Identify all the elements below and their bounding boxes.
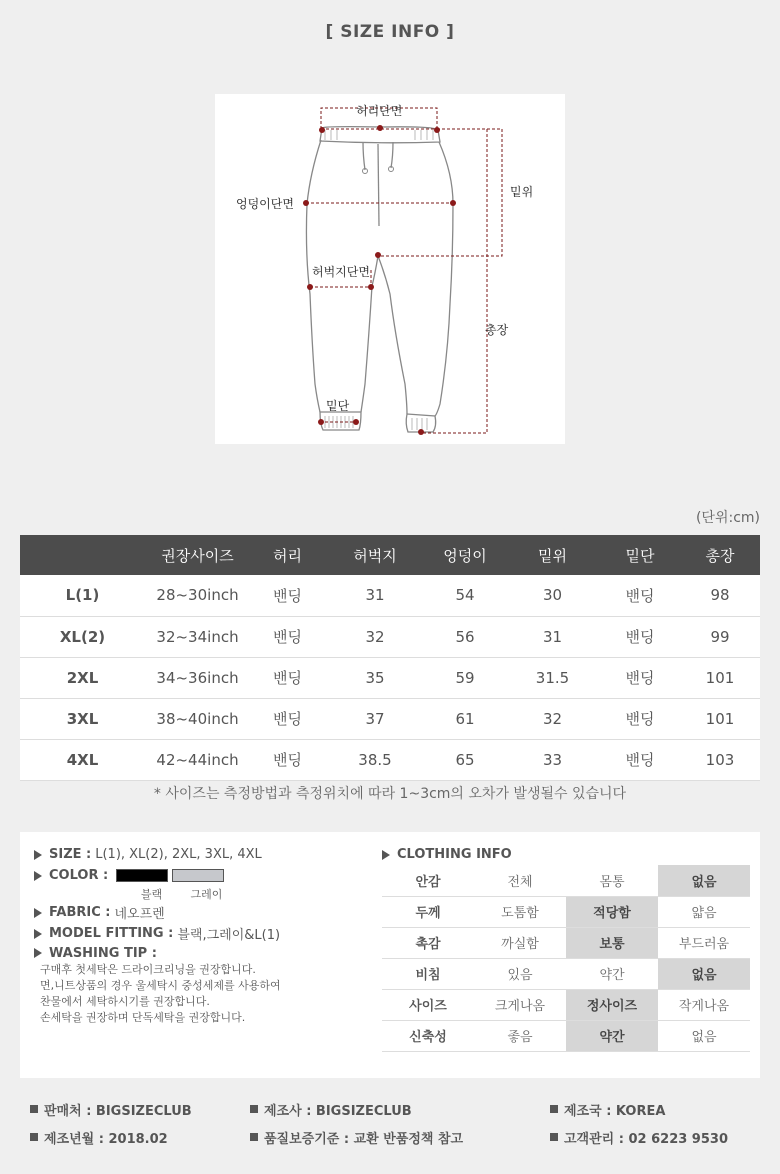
footer — [30, 1095, 760, 1151]
table-cell: 38~40inch — [145, 698, 250, 739]
clothing-info-option: 있음 — [474, 958, 566, 989]
table-cell: 밴딩 — [600, 657, 680, 698]
table-row — [20, 616, 760, 657]
clothing-info-row — [382, 989, 750, 1020]
color-row — [34, 865, 374, 886]
washing-line: 면,니트상품의 경우 울세탁시 중성세제를 사용하여 — [40, 979, 281, 992]
size-value: L(1), XL(2), 2XL, 3XL, 4XL — [95, 847, 262, 862]
clothing-info-option: 몸통 — [566, 865, 658, 896]
header-cell: 총장 — [680, 535, 760, 575]
table-row — [20, 657, 760, 698]
table-cell: 밴딩 — [250, 739, 325, 780]
table-cell: 30 — [505, 575, 600, 616]
table-cell: 밴딩 — [600, 575, 680, 616]
size-row — [34, 844, 374, 865]
table-cell: 32~34inch — [145, 616, 250, 657]
clothing-info-row — [382, 896, 750, 927]
header-cell: 밑단 — [600, 535, 680, 575]
header-cell — [20, 535, 145, 575]
color-names — [34, 886, 374, 902]
clothing-info-option: 도톰함 — [474, 896, 566, 927]
clothing-info-header — [382, 844, 750, 865]
clothing-info-option: 약간 — [566, 1020, 658, 1051]
clothing-info-table — [382, 865, 750, 1052]
maker-cell — [250, 1100, 550, 1119]
length-label: 총장 — [485, 323, 509, 337]
triangle-bullet-icon — [34, 850, 42, 860]
washing-line: 손세탁을 권장하며 단독세탁을 권장합니다. — [40, 1011, 246, 1024]
country-text: 제조국 : KOREA — [564, 1103, 666, 1119]
size-table — [20, 535, 760, 781]
clothing-info-key: 촉감 — [382, 927, 474, 958]
table-cell: 101 — [680, 698, 760, 739]
table-cell: 밴딩 — [250, 575, 325, 616]
table-cell: 101 — [680, 657, 760, 698]
table-cell: 28~30inch — [145, 575, 250, 616]
fabric-row — [34, 902, 374, 923]
clothing-info-option: 없음 — [658, 865, 750, 896]
clothing-info-option: 정사이즈 — [566, 989, 658, 1020]
clothing-info-key: 사이즈 — [382, 989, 474, 1020]
square-bullet-icon — [30, 1105, 38, 1113]
warranty-text: 품질보증기준 : 교환 반품정책 참고 — [264, 1131, 464, 1147]
thigh-label: 허벅지단면 — [312, 265, 370, 279]
service-cell — [550, 1128, 728, 1147]
clothing-info-option: 없음 — [658, 958, 750, 989]
clothing-info-row — [382, 927, 750, 958]
size-note: * 사이즈는 측정방법과 측정위치에 따라 1~3cm의 오차가 발생될수 있습니다 — [153, 786, 627, 802]
washing-row — [34, 944, 374, 962]
header-cell: 허리 — [250, 535, 325, 575]
table-cell: 65 — [425, 739, 505, 780]
table-cell: 밴딩 — [600, 739, 680, 780]
table-cell: 33 — [505, 739, 600, 780]
table-cell: 103 — [680, 739, 760, 780]
clothing-info-row — [382, 1020, 750, 1051]
model-fitting-row — [34, 923, 374, 944]
size-name-cell: 3XL — [20, 698, 145, 739]
size-name-cell: L(1) — [20, 575, 145, 616]
size-label: SIZE : — [49, 847, 92, 862]
footer-row — [30, 1095, 760, 1123]
seller-cell — [30, 1100, 250, 1119]
page-title: [ SIZE INFO ] — [325, 22, 455, 42]
header-cell: 허벅지 — [325, 535, 425, 575]
triangle-bullet-icon — [34, 929, 42, 939]
black-swatch[interactable] — [116, 869, 168, 882]
table-cell: 밴딩 — [600, 698, 680, 739]
clothing-info — [382, 844, 750, 1052]
header-cell: 밑위 — [505, 535, 600, 575]
table-row — [20, 739, 760, 780]
hip-label: 엉덩이단면 — [236, 197, 294, 211]
date-text: 제조년월 : 2018.02 — [44, 1131, 168, 1147]
clothing-info-option: 전체 — [474, 865, 566, 896]
triangle-bullet-icon — [34, 871, 42, 881]
table-cell: 59 — [425, 657, 505, 698]
clothing-info-key: 안감 — [382, 865, 474, 896]
table-header-row — [20, 535, 760, 575]
clothing-info-row — [382, 958, 750, 989]
square-bullet-icon — [30, 1133, 38, 1141]
square-bullet-icon — [550, 1133, 558, 1141]
size-name-cell: 4XL — [20, 739, 145, 780]
header-cell: 권장사이즈 — [145, 535, 250, 575]
pants-diagram — [215, 94, 565, 444]
service-text: 고객관리 : 02 6223 9530 — [564, 1131, 728, 1147]
washing-line: 찬물에서 세탁하시기를 권장합니다. — [40, 995, 210, 1008]
table-cell: 54 — [425, 575, 505, 616]
square-bullet-icon — [250, 1133, 258, 1141]
table-cell: 35 — [325, 657, 425, 698]
table-cell: 밴딩 — [600, 616, 680, 657]
header-cell: 엉덩이 — [425, 535, 505, 575]
clothing-info-title: CLOTHING INFO — [397, 847, 512, 862]
table-cell: 42~44inch — [145, 739, 250, 780]
clothing-info-option: 적당함 — [566, 896, 658, 927]
footer-row — [30, 1123, 760, 1151]
washing-label: WASHING TIP : — [49, 945, 157, 961]
table-cell: 31 — [505, 616, 600, 657]
model-fitting-value: 블랙,그레이&L(1) — [177, 928, 281, 943]
clothing-info-option: 좋음 — [474, 1020, 566, 1051]
table-cell: 31 — [325, 575, 425, 616]
clothing-info-option: 까실함 — [474, 927, 566, 958]
table-cell: 밴딩 — [250, 698, 325, 739]
gray-color-name: 그레이 — [190, 888, 223, 901]
triangle-bullet-icon — [34, 948, 42, 958]
table-cell: 61 — [425, 698, 505, 739]
clothing-info-option: 얇음 — [658, 896, 750, 927]
product-details — [34, 844, 374, 1026]
fabric-value: 네오프렌 — [114, 907, 165, 922]
table-cell: 38.5 — [325, 739, 425, 780]
washing-line: 구매후 첫세탁은 드라이크리닝을 권장합니다. — [40, 963, 256, 976]
table-row — [20, 698, 760, 739]
hem-label: 밑단 — [326, 399, 350, 413]
table-cell: 98 — [680, 575, 760, 616]
table-cell: 31.5 — [505, 657, 600, 698]
clothing-info-row — [382, 865, 750, 896]
table-cell: 34~36inch — [145, 657, 250, 698]
waist-label: 허리단면 — [356, 104, 403, 118]
clothing-info-option: 부드러움 — [658, 927, 750, 958]
washing-tips — [34, 962, 374, 1026]
product-info-box — [20, 832, 760, 1078]
clothing-info-option: 작게나옴 — [658, 989, 750, 1020]
table-cell: 32 — [325, 616, 425, 657]
table-cell: 99 — [680, 616, 760, 657]
fabric-label: FABRIC : — [49, 905, 111, 920]
warranty-cell — [250, 1128, 550, 1147]
rise-label: 밑위 — [510, 185, 534, 199]
table-cell: 32 — [505, 698, 600, 739]
size-name-cell: 2XL — [20, 657, 145, 698]
gray-swatch[interactable] — [172, 869, 224, 882]
table-cell: 56 — [425, 616, 505, 657]
clothing-info-option: 보통 — [566, 927, 658, 958]
date-cell — [30, 1128, 250, 1147]
country-cell — [550, 1100, 665, 1119]
square-bullet-icon — [550, 1105, 558, 1113]
clothing-info-option: 없음 — [658, 1020, 750, 1051]
clothing-info-key: 비침 — [382, 958, 474, 989]
table-cell: 37 — [325, 698, 425, 739]
clothing-info-key: 신축성 — [382, 1020, 474, 1051]
table-row — [20, 575, 760, 616]
square-bullet-icon — [250, 1105, 258, 1113]
black-color-name: 블랙 — [140, 888, 163, 901]
unit-label: (단위:cm) — [695, 510, 760, 526]
size-name-cell: XL(2) — [20, 616, 145, 657]
pants-outline-svg — [215, 94, 565, 444]
maker-text: 제조사 : BIGSIZECLUB — [264, 1103, 412, 1119]
color-label: COLOR : — [49, 868, 109, 883]
clothing-info-option: 크게나옴 — [474, 989, 566, 1020]
table-cell: 밴딩 — [250, 657, 325, 698]
clothing-info-key: 두께 — [382, 896, 474, 927]
triangle-bullet-icon — [382, 850, 390, 860]
clothing-info-option: 약간 — [566, 958, 658, 989]
model-fitting-label: MODEL FITTING : — [49, 926, 174, 941]
table-cell: 밴딩 — [250, 616, 325, 657]
seller-text: 판매처 : BIGSIZECLUB — [44, 1103, 192, 1119]
triangle-bullet-icon — [34, 908, 42, 918]
